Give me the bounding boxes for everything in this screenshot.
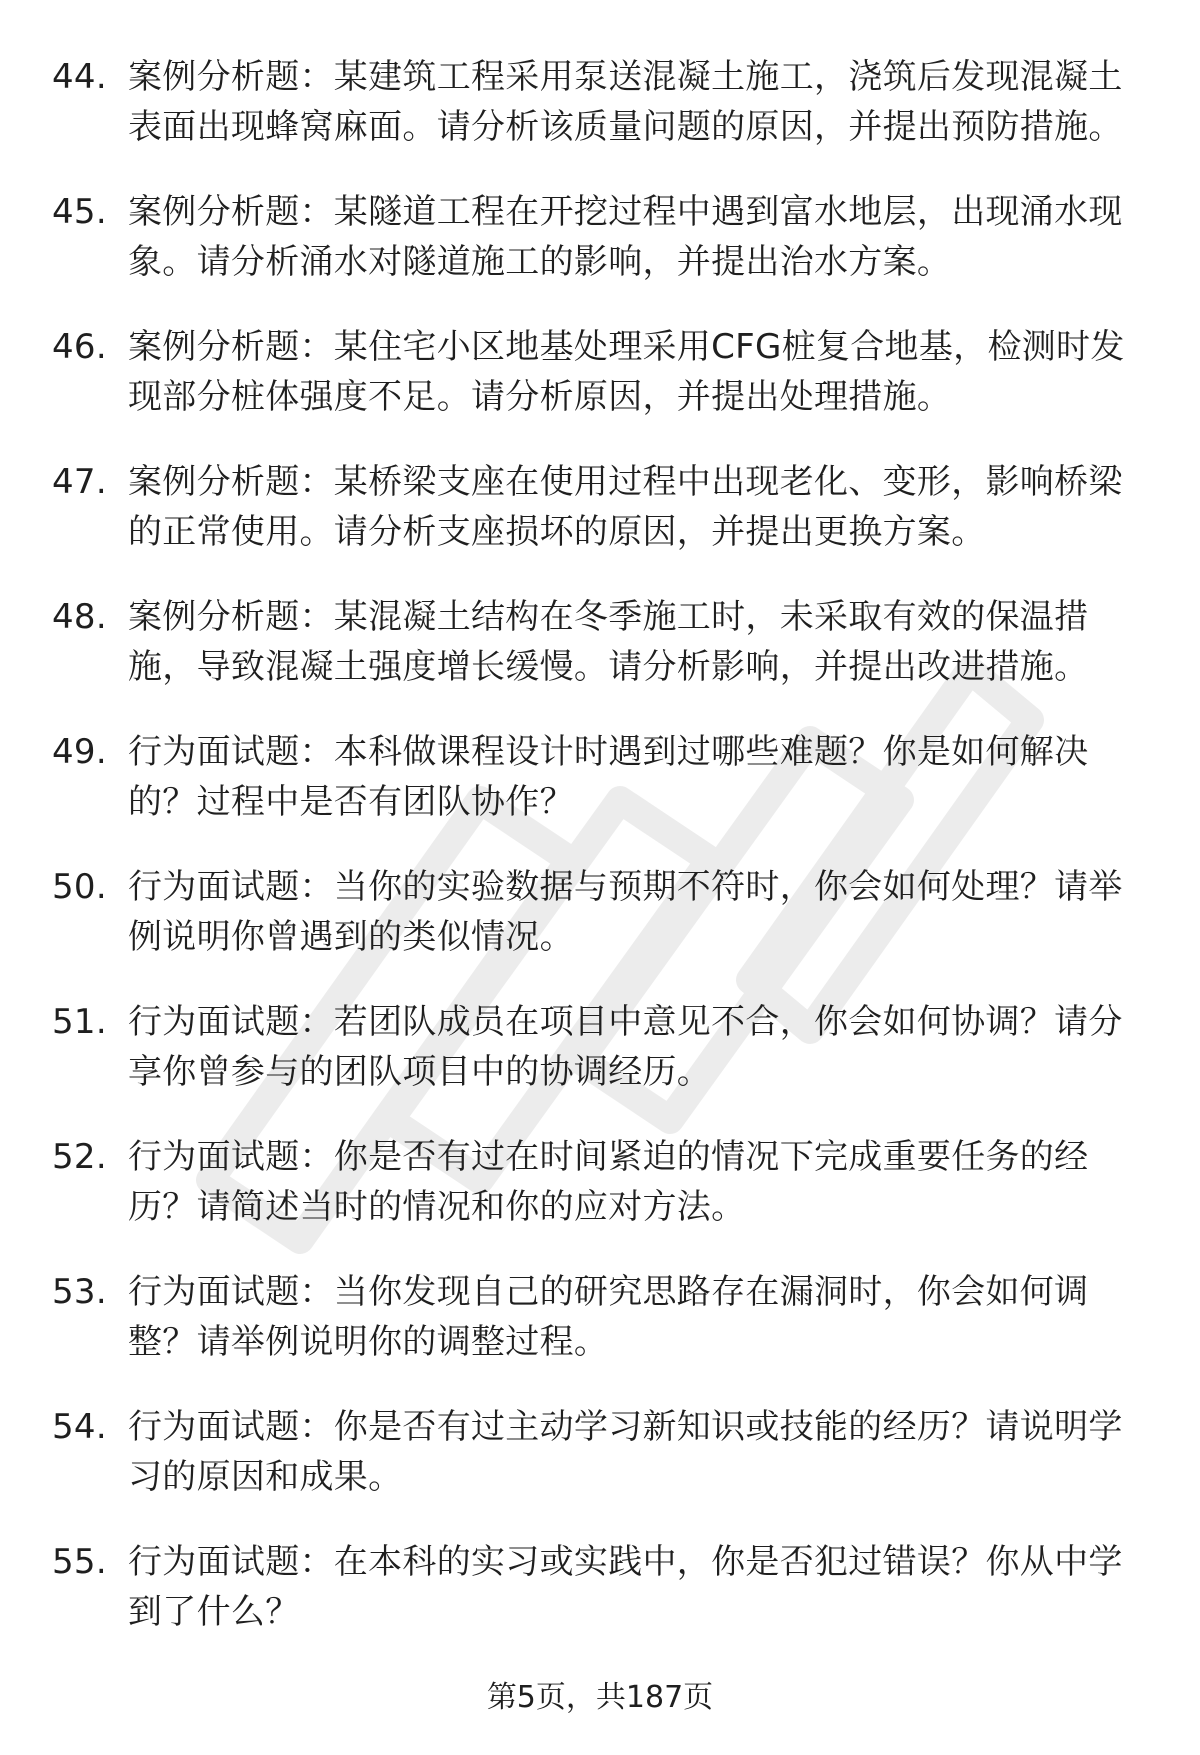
page-number: 第5页，共187页	[486, 1680, 714, 1715]
question-number: 52.	[52, 1137, 107, 1177]
question-number: 51.	[52, 1002, 107, 1042]
question-text: 案例分析题：某建筑工程采用泵送混凝土施工，浇筑后发现混凝土表面出现蜂窝麻面。请分析该质量问题的原因，并提出预防措施。	[128, 57, 1123, 147]
question-text: 行为面试题：你是否有过在时间紧迫的情况下完成重要任务的经历？请简述当时的情况和你的应对方法。	[128, 1137, 1089, 1227]
question-item	[52, 322, 1152, 422]
question-number: 46.	[52, 327, 107, 367]
question-item	[52, 727, 1152, 827]
question-text: 行为面试题：本科做课程设计时遇到过哪些难题？你是如何解决的？过程中是否有团队协作？	[128, 732, 1089, 822]
question-number: 47.	[52, 462, 107, 502]
question-text: 行为面试题：在本科的实习或实践中，你是否犯过错误？你从中学到了什么？	[128, 1542, 1123, 1632]
question-number: 45.	[52, 192, 107, 232]
question-number: 55.	[52, 1542, 107, 1582]
question-text: 行为面试题：你是否有过主动学习新知识或技能的经历？请说明学习的原因和成果。	[128, 1407, 1123, 1497]
question-number: 44.	[52, 57, 107, 97]
question-number: 53.	[52, 1272, 107, 1312]
question-item	[52, 187, 1152, 287]
question-item	[52, 862, 1152, 962]
question-text: 案例分析题：某隧道工程在开挖过程中遇到富水地层，出现涌水现象。请分析涌水对隧道施工的影响，并提出治水方案。	[128, 192, 1123, 282]
question-number: 48.	[52, 597, 107, 637]
question-number: 49.	[52, 732, 107, 772]
question-item	[52, 1267, 1152, 1367]
question-item	[52, 52, 1152, 152]
question-item	[52, 457, 1152, 557]
question-item	[52, 592, 1152, 692]
question-number: 54.	[52, 1407, 107, 1447]
question-text: 行为面试题：当你的实验数据与预期不符时，你会如何处理？请举例说明你曾遇到的类似情况。	[128, 867, 1123, 957]
question-text: 案例分析题：某住宅小区地基处理采用CFG桩复合地基，检测时发现部分桩体强度不足。请分析原因，并提出处理措施。	[128, 327, 1125, 417]
question-text: 案例分析题：某混凝土结构在冬季施工时，未采取有效的保温措施，导致混凝土强度增长缓慢。请分析影响，并提出改进措施。	[128, 597, 1089, 687]
question-item	[52, 997, 1152, 1097]
question-list	[52, 52, 1152, 1672]
question-item	[52, 1402, 1152, 1502]
question-text: 行为面试题：当你发现自己的研究思路存在漏洞时，你会如何调整？请举例说明你的调整过程。	[128, 1272, 1089, 1362]
question-item	[52, 1537, 1152, 1637]
question-item	[52, 1132, 1152, 1232]
question-number: 50.	[52, 867, 107, 907]
question-text: 案例分析题：某桥梁支座在使用过程中出现老化、变形，影响桥梁的正常使用。请分析支座损坏的原因，并提出更换方案。	[128, 462, 1123, 552]
question-text: 行为面试题：若团队成员在项目中意见不合，你会如何协调？请分享你曾参与的团队项目中的协调经历。	[128, 1002, 1123, 1092]
